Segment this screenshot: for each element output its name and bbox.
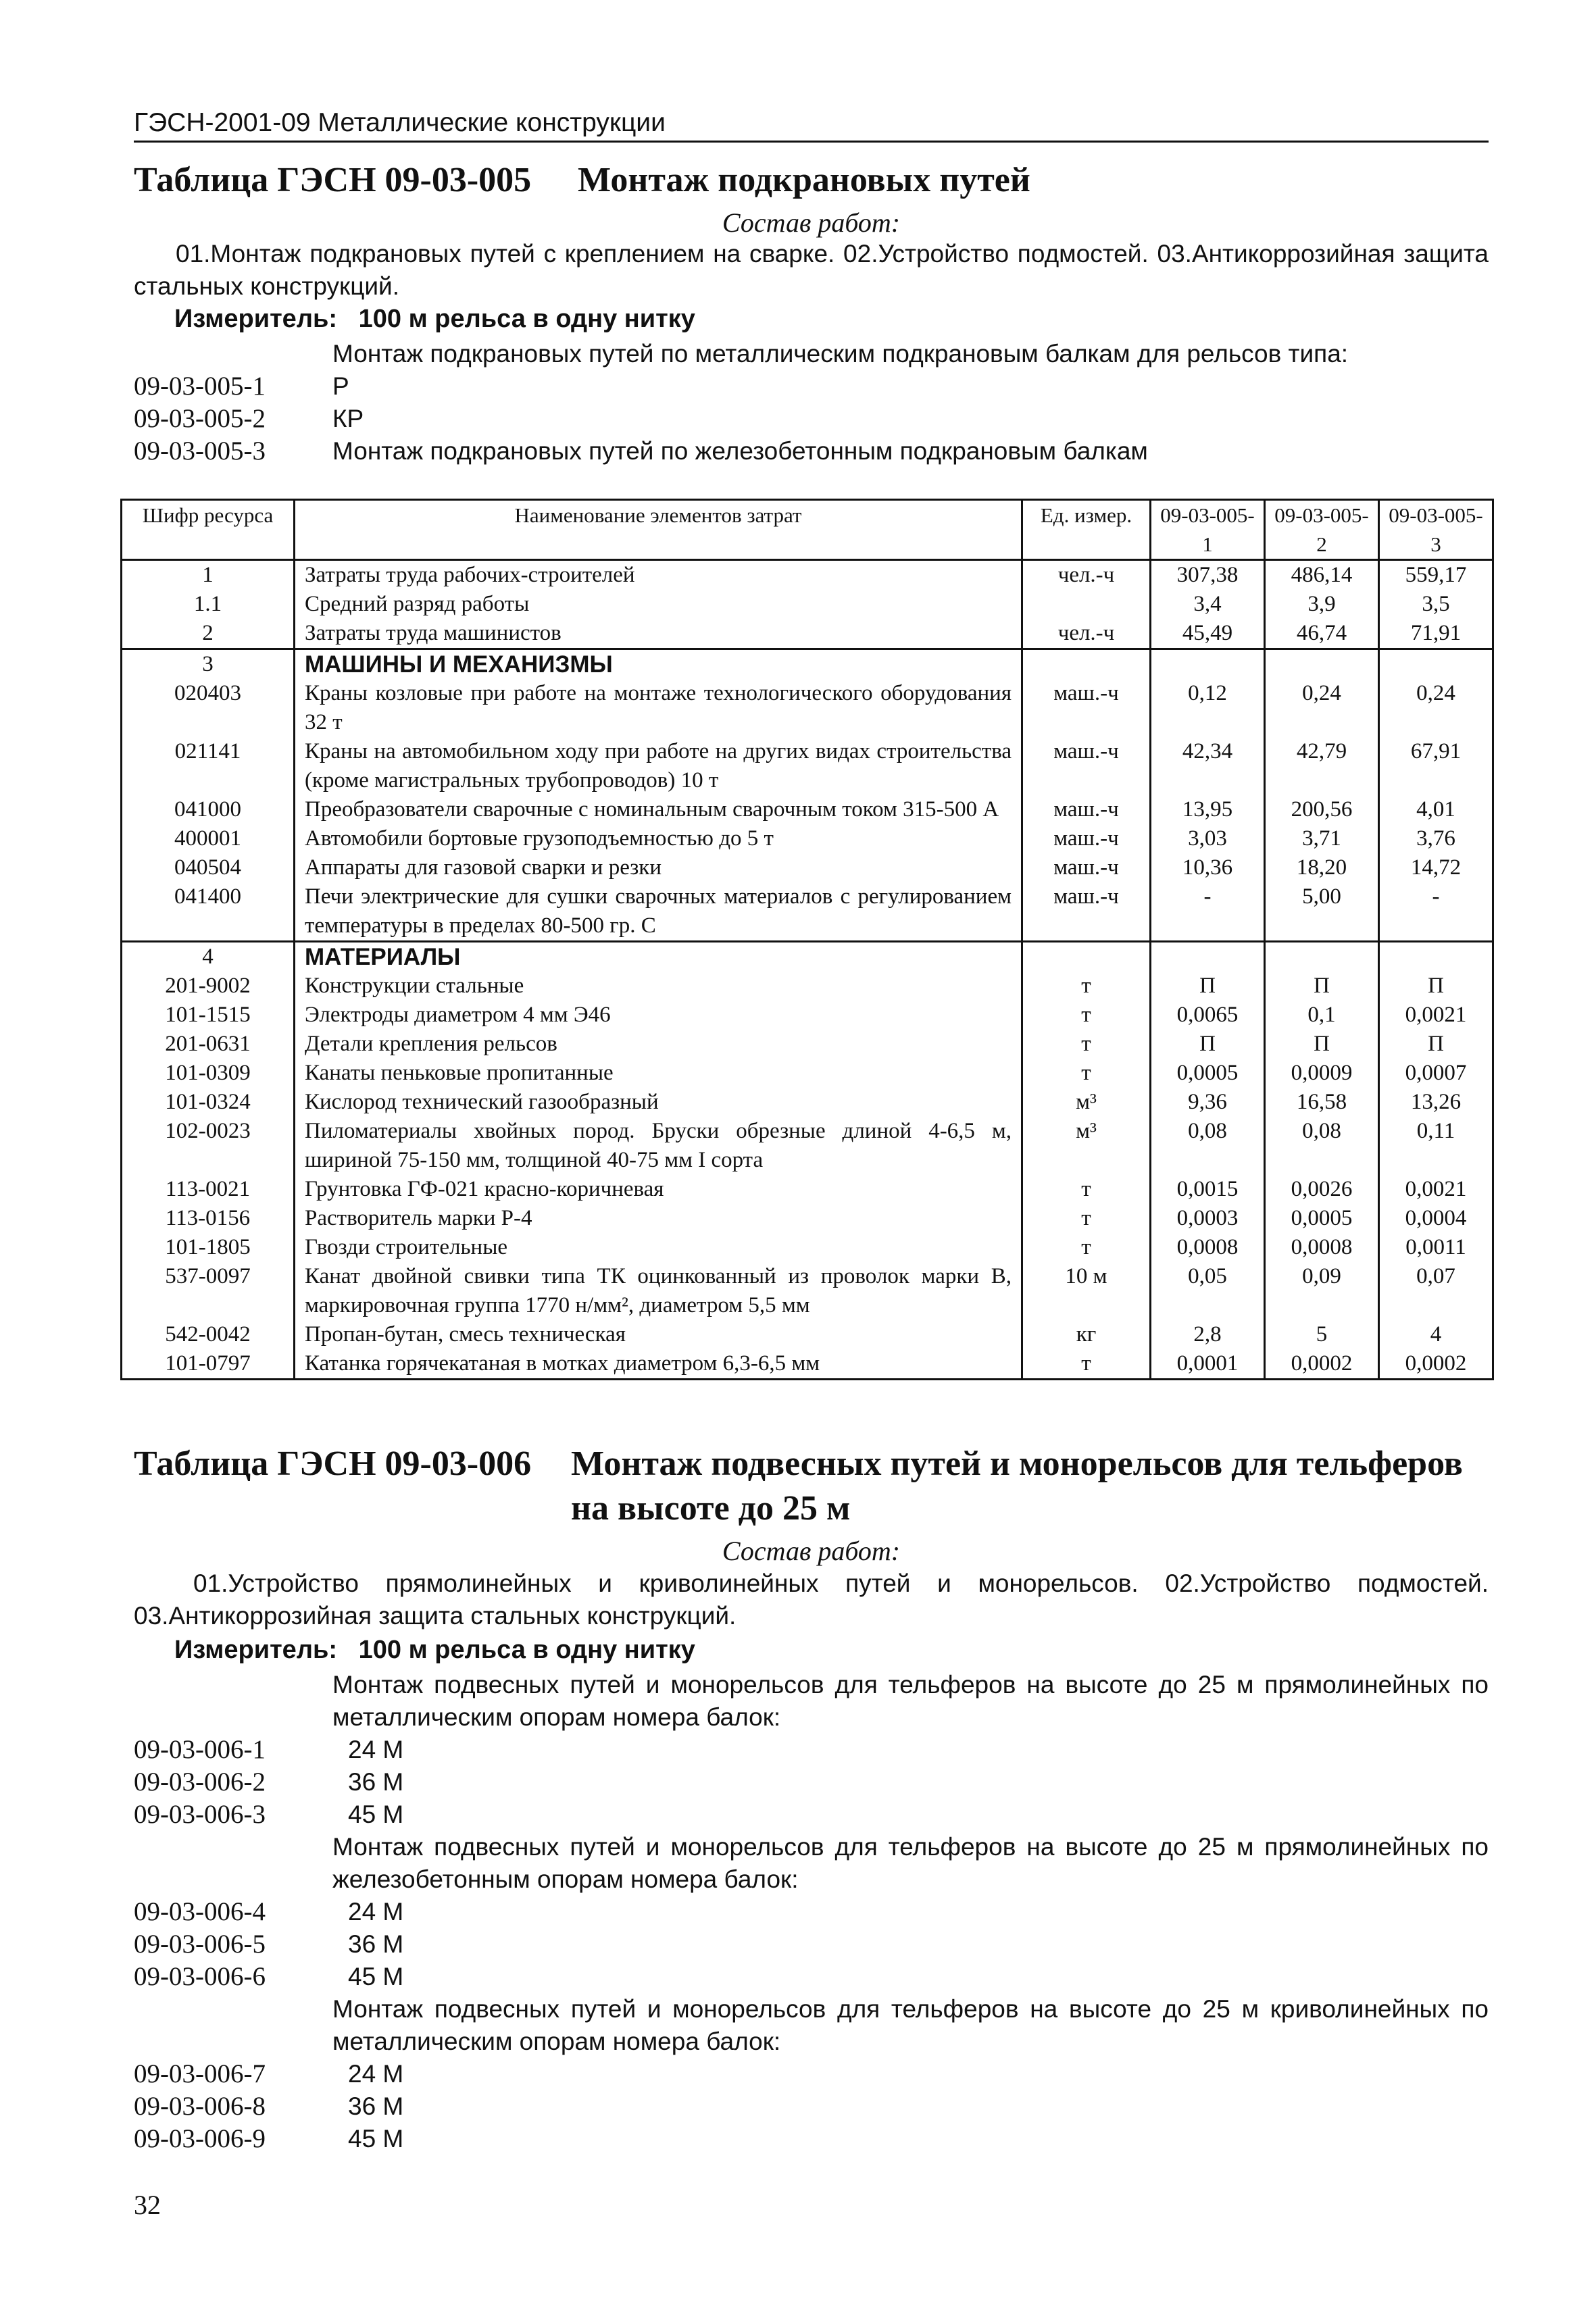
value-005-3-cell: 13,26 xyxy=(1379,1088,1493,1117)
value-005-1-cell: 0,08 xyxy=(1151,1117,1265,1175)
value-005-2-cell: 486,14 xyxy=(1265,560,1379,590)
value-005-1-cell: 0,0065 xyxy=(1151,1001,1265,1030)
resource-code-cell: 4 xyxy=(122,942,295,972)
value-005-3-cell: 0,0004 xyxy=(1379,1204,1493,1233)
value-005-1-cell: 3,4 xyxy=(1151,590,1265,619)
resource-code-cell: 537-0097 xyxy=(122,1262,295,1320)
cost-item-name-cell: Пропан-бутан, смесь техническая xyxy=(295,1320,1022,1349)
table2-item-text: 36 М xyxy=(348,1930,404,1958)
value-005-2-cell: 0,0009 xyxy=(1265,1059,1379,1088)
unit-cell: чел.-ч xyxy=(1022,560,1151,590)
resource-code-cell: 102-0023 xyxy=(122,1117,295,1175)
value-005-3-cell: 71,91 xyxy=(1379,619,1493,649)
value-005-3-cell: 0,07 xyxy=(1379,1262,1493,1320)
table2-item-code: 09-03-006-1 xyxy=(134,1735,266,1764)
unit-cell: т xyxy=(1022,1233,1151,1262)
cost-item-name-cell: Катанка горячекатаная в мотках диаметром 6,3-6,5 мм xyxy=(295,1349,1022,1380)
table2-item-text: 24 М xyxy=(348,1736,404,1763)
table2-item-code: 09-03-006-3 xyxy=(134,1800,266,1829)
column-header: Шифр ресурса xyxy=(122,500,295,560)
section-header-row xyxy=(122,649,1493,680)
value-005-3-cell xyxy=(1379,942,1493,972)
value-005-3-cell: П xyxy=(1379,972,1493,1001)
resource-code-cell: 040504 xyxy=(122,853,295,882)
value-005-2-cell: П xyxy=(1265,972,1379,1001)
value-005-3-cell: 3,76 xyxy=(1379,824,1493,853)
unit-cell: м³ xyxy=(1022,1088,1151,1117)
resource-code-cell: 101-0309 xyxy=(122,1059,295,1088)
cost-item-name-cell: Канаты пеньковые пропитанные xyxy=(295,1059,1022,1088)
resource-code-cell: 1 xyxy=(122,560,295,590)
table2-meter: Измеритель: 100 м рельса в одну нитку xyxy=(174,1636,695,1664)
value-005-3-cell: 0,0007 xyxy=(1379,1059,1493,1088)
unit-cell: т xyxy=(1022,1001,1151,1030)
resource-code-cell: 101-0324 xyxy=(122,1088,295,1117)
table2-title-line1: Монтаж подвесных путей и монорельсов для тельферов xyxy=(571,1444,1463,1483)
table1-meter: Измеритель: 100 м рельса в одну нитку xyxy=(174,305,695,333)
value-005-1-cell: - xyxy=(1151,882,1265,942)
unit-cell: т xyxy=(1022,1175,1151,1204)
value-005-2-cell: 5,00 xyxy=(1265,882,1379,942)
value-005-2-cell: 0,08 xyxy=(1265,1117,1379,1175)
value-005-1-cell: 0,0001 xyxy=(1151,1349,1265,1380)
value-005-1-cell: П xyxy=(1151,972,1265,1001)
table-body xyxy=(122,560,1493,1380)
cost-item-name-cell: Затраты труда машинистов xyxy=(295,619,1022,649)
resource-code-cell: 041000 xyxy=(122,795,295,824)
value-005-3-cell: 4,01 xyxy=(1379,795,1493,824)
value-005-3-cell: 0,0002 xyxy=(1379,1349,1493,1380)
table-row xyxy=(122,1204,1493,1233)
value-005-2-cell: 42,79 xyxy=(1265,737,1379,795)
value-005-3-cell: 0,11 xyxy=(1379,1117,1493,1175)
value-005-3-cell: 559,17 xyxy=(1379,560,1493,590)
table-row xyxy=(122,1001,1493,1030)
table2-item-text: 45 М xyxy=(348,1801,404,1828)
value-005-1-cell: 3,03 xyxy=(1151,824,1265,853)
resource-code-cell: 2 xyxy=(122,619,295,649)
cost-item-name-cell: Растворитель марки Р-4 xyxy=(295,1204,1022,1233)
cost-item-name-cell: Автомобили бортовые грузоподъемностью до 5 т xyxy=(295,824,1022,853)
value-005-2-cell: 0,0008 xyxy=(1265,1233,1379,1262)
value-005-3-cell: - xyxy=(1379,882,1493,942)
value-005-2-cell: 46,74 xyxy=(1265,619,1379,649)
value-005-2-cell: 3,9 xyxy=(1265,590,1379,619)
resource-code-cell: 201-0631 xyxy=(122,1030,295,1059)
table-row xyxy=(122,1349,1493,1380)
table1-item-text: Монтаж подкрановых путей по железобетонным подкрановым балкам xyxy=(332,437,1148,465)
cost-item-name-cell: Печи электрические для сушки сварочных материалов с регулированием температуры в пределах 80-500 гр. С xyxy=(295,882,1022,942)
cost-item-name-cell: Преобразователи сварочные с номинальным сварочным током 315-500 А xyxy=(295,795,1022,824)
unit-cell xyxy=(1022,649,1151,680)
table-row xyxy=(122,795,1493,824)
cost-item-name-cell: МАШИНЫ И МЕХАНИЗМЫ xyxy=(295,649,1022,680)
value-005-1-cell: 0,0003 xyxy=(1151,1204,1265,1233)
table2-group-intro: Монтаж подвесных путей и монорельсов для тельферов на высоте до 25 м прямолинейных по металлическим опорам номера балок: xyxy=(332,1671,1489,1731)
value-005-2-cell xyxy=(1265,942,1379,972)
table-row xyxy=(122,1117,1493,1175)
column-header: 09-03-005-1 xyxy=(1151,500,1265,560)
table1-composition-text: 01.Монтаж подкрановых путей с креплением на сварке. 02.Устройство подмостей. 03.Антикоррозийная защита стальных конструкций. xyxy=(134,240,1489,300)
table-header-row xyxy=(122,500,1493,560)
table-row xyxy=(122,560,1493,590)
value-005-3-cell: 14,72 xyxy=(1379,853,1493,882)
table2-item-text: 36 М xyxy=(348,1768,404,1796)
value-005-3-cell xyxy=(1379,649,1493,680)
table-row xyxy=(122,1088,1493,1117)
column-header: Ед. измер. xyxy=(1022,500,1151,560)
value-005-1-cell: 9,36 xyxy=(1151,1088,1265,1117)
cost-item-name-cell: Конструкции стальные xyxy=(295,972,1022,1001)
value-005-3-cell: 3,5 xyxy=(1379,590,1493,619)
unit-cell: маш.-ч xyxy=(1022,795,1151,824)
table-row xyxy=(122,853,1493,882)
cost-item-name-cell: Средний разряд работы xyxy=(295,590,1022,619)
unit-cell: маш.-ч xyxy=(1022,882,1151,942)
resource-code-cell: 3 xyxy=(122,649,295,680)
value-005-1-cell: 0,0015 xyxy=(1151,1175,1265,1204)
value-005-1-cell: 10,36 xyxy=(1151,853,1265,882)
table2-item-text: 45 М xyxy=(348,2125,404,2153)
value-005-3-cell: 0,0021 xyxy=(1379,1001,1493,1030)
value-005-1-cell: 42,34 xyxy=(1151,737,1265,795)
cost-item-name-cell: Гвозди строительные xyxy=(295,1233,1022,1262)
table1-item-code: 09-03-005-1 xyxy=(134,372,266,401)
table2-item-code: 09-03-006-2 xyxy=(134,1767,266,1796)
cost-item-name-cell: Затраты труда рабочих-строителей xyxy=(295,560,1022,590)
value-005-1-cell: 45,49 xyxy=(1151,619,1265,649)
section-header-row xyxy=(122,942,1493,972)
table2-item-text: 24 М xyxy=(348,2060,404,2088)
table2-item-text: 45 М xyxy=(348,1963,404,1990)
unit-cell xyxy=(1022,590,1151,619)
table-row xyxy=(122,1262,1493,1320)
column-header: 09-03-005-3 xyxy=(1379,500,1493,560)
table1-item-text: КР xyxy=(332,405,364,432)
value-005-3-cell: 0,0021 xyxy=(1379,1175,1493,1204)
table1-item-code: 09-03-005-3 xyxy=(134,436,266,466)
cost-item-name-cell: Грунтовка ГФ-021 красно-коричневая xyxy=(295,1175,1022,1204)
table2-item-text: 24 М xyxy=(348,1898,404,1926)
table1-item-code: 09-03-005-2 xyxy=(134,404,266,433)
value-005-2-cell: П xyxy=(1265,1030,1379,1059)
unit-cell: т xyxy=(1022,1059,1151,1088)
value-005-2-cell: 0,0005 xyxy=(1265,1204,1379,1233)
value-005-1-cell xyxy=(1151,942,1265,972)
table1-label: Таблица ГЭСН 09-03-005 xyxy=(134,161,532,199)
resource-code-cell: 113-0156 xyxy=(122,1204,295,1233)
table-row xyxy=(122,619,1493,649)
table-row xyxy=(122,1059,1493,1088)
value-005-1-cell: 0,12 xyxy=(1151,679,1265,737)
table1-item-text: Р xyxy=(332,372,349,400)
value-005-2-cell: 0,0026 xyxy=(1265,1175,1379,1204)
cost-item-name-cell: Аппараты для газовой сварки и резки xyxy=(295,853,1022,882)
resource-code-cell: 400001 xyxy=(122,824,295,853)
table2-item-code: 09-03-006-4 xyxy=(134,1897,266,1926)
resource-code-cell: 101-1805 xyxy=(122,1233,295,1262)
table-row xyxy=(122,1320,1493,1349)
value-005-2-cell: 18,20 xyxy=(1265,853,1379,882)
resource-code-cell: 542-0042 xyxy=(122,1320,295,1349)
unit-cell: маш.-ч xyxy=(1022,824,1151,853)
cost-item-name-cell: Пиломатериалы хвойных пород. Бруски обрезные длиной 4-6,5 м, шириной 75-150 мм, толщиной 40-75 мм I сорта xyxy=(295,1117,1022,1175)
table2-item-code: 09-03-006-9 xyxy=(134,2124,266,2153)
cost-item-name-cell: Канат двойной свивки типа ТК оцинкованный из проволок марки В, маркировочная группа 1770 н/мм², диаметром 5,5 мм xyxy=(295,1262,1022,1320)
value-005-2-cell: 16,58 xyxy=(1265,1088,1379,1117)
cost-item-name-cell: Детали крепления рельсов xyxy=(295,1030,1022,1059)
unit-cell xyxy=(1022,942,1151,972)
value-005-1-cell: 0,0005 xyxy=(1151,1059,1265,1088)
value-005-3-cell: 0,24 xyxy=(1379,679,1493,737)
table-row xyxy=(122,679,1493,737)
value-005-1-cell: 13,95 xyxy=(1151,795,1265,824)
unit-cell: чел.-ч xyxy=(1022,619,1151,649)
unit-cell: т xyxy=(1022,972,1151,1001)
value-005-2-cell: 3,71 xyxy=(1265,824,1379,853)
table-row xyxy=(122,1175,1493,1204)
resource-code-cell: 1.1 xyxy=(122,590,295,619)
value-005-3-cell: 67,91 xyxy=(1379,737,1493,795)
resource-code-cell: 101-0797 xyxy=(122,1349,295,1380)
resource-table xyxy=(120,499,1494,1380)
table-row xyxy=(122,1233,1493,1262)
resource-code-cell: 101-1515 xyxy=(122,1001,295,1030)
column-header: Наименование элементов затрат xyxy=(295,500,1022,560)
value-005-1-cell: 2,8 xyxy=(1151,1320,1265,1349)
unit-cell: кг xyxy=(1022,1320,1151,1349)
table2-title-line2: на высоте до 25 м xyxy=(571,1489,851,1528)
value-005-2-cell: 200,56 xyxy=(1265,795,1379,824)
value-005-2-cell: 0,0002 xyxy=(1265,1349,1379,1380)
value-005-3-cell: 0,0011 xyxy=(1379,1233,1493,1262)
table2-item-code: 09-03-006-5 xyxy=(134,1930,266,1959)
table-row xyxy=(122,1030,1493,1059)
value-005-2-cell: 0,09 xyxy=(1265,1262,1379,1320)
table2-item-text: 36 М xyxy=(348,2092,404,2120)
resource-code-cell: 020403 xyxy=(122,679,295,737)
running-header: ГЭСН-2001-09 Металлические конструкции xyxy=(134,107,1489,143)
value-005-1-cell: 0,0008 xyxy=(1151,1233,1265,1262)
table-row xyxy=(122,737,1493,795)
value-005-3-cell: 4 xyxy=(1379,1320,1493,1349)
value-005-2-cell xyxy=(1265,649,1379,680)
resource-code-cell: 021141 xyxy=(122,737,295,795)
unit-cell: 10 м xyxy=(1022,1262,1151,1320)
table-row xyxy=(122,824,1493,853)
value-005-2-cell: 5 xyxy=(1265,1320,1379,1349)
table-row xyxy=(122,882,1493,942)
table1-composition-title: Состав работ: xyxy=(722,207,901,238)
table-row xyxy=(122,972,1493,1001)
unit-cell: т xyxy=(1022,1030,1151,1059)
cost-item-name-cell: Электроды диаметром 4 мм Э46 xyxy=(295,1001,1022,1030)
resource-code-cell: 201-9002 xyxy=(122,972,295,1001)
value-005-2-cell: 0,24 xyxy=(1265,679,1379,737)
table2-group-intro: Монтаж подвесных путей и монорельсов для тельферов на высоте до 25 м прямолинейных по железобетонным опорам номера балок: xyxy=(332,1833,1489,1893)
cost-item-name-cell: Кислород технический газообразный xyxy=(295,1088,1022,1117)
unit-cell: т xyxy=(1022,1349,1151,1380)
cost-item-name-cell: Краны на автомобильном ходу при работе на других видах строительства (кроме магистральных трубопроводов) 10 т xyxy=(295,737,1022,795)
resource-code-cell: 041400 xyxy=(122,882,295,942)
unit-cell: маш.-ч xyxy=(1022,679,1151,737)
value-005-1-cell: 0,05 xyxy=(1151,1262,1265,1320)
unit-cell: м³ xyxy=(1022,1117,1151,1175)
table-row xyxy=(122,590,1493,619)
unit-cell: маш.-ч xyxy=(1022,737,1151,795)
table2-item-code: 09-03-006-6 xyxy=(134,1962,266,1991)
table1-title: Монтаж подкрановых путей xyxy=(578,161,1030,199)
table2-item-code: 09-03-006-8 xyxy=(134,2092,266,2121)
column-header: 09-03-005-2 xyxy=(1265,500,1379,560)
value-005-3-cell: П xyxy=(1379,1030,1493,1059)
unit-cell: т xyxy=(1022,1204,1151,1233)
table2-composition-text: 01.Устройство прямолинейных и криволинейных путей и монорельсов. 02.Устройство подмостей. 03.Антикоррозийная защита стальных конструкций. xyxy=(134,1569,1489,1630)
value-005-1-cell: П xyxy=(1151,1030,1265,1059)
value-005-1-cell: 307,38 xyxy=(1151,560,1265,590)
table2-composition-title: Состав работ: xyxy=(722,1536,901,1566)
table2-group-intro: Монтаж подвесных путей и монорельсов для тельферов на высоте до 25 м криволинейных по металлическим опорам номера балок: xyxy=(332,1995,1489,2055)
resource-code-cell: 113-0021 xyxy=(122,1175,295,1204)
unit-cell: маш.-ч xyxy=(1022,853,1151,882)
table2-label: Таблица ГЭСН 09-03-006 xyxy=(134,1444,532,1483)
table1-intro: Монтаж подкрановых путей по металлическим подкрановым балкам для рельсов типа: xyxy=(332,340,1349,368)
value-005-1-cell xyxy=(1151,649,1265,680)
page-number: 32 xyxy=(134,2190,161,2220)
table2-item-code: 09-03-006-7 xyxy=(134,2059,266,2088)
cost-item-name-cell: Краны козловые при работе на монтаже технологического оборудования 32 т xyxy=(295,679,1022,737)
cost-item-name-cell: МАТЕРИАЛЫ xyxy=(295,942,1022,972)
value-005-2-cell: 0,1 xyxy=(1265,1001,1379,1030)
